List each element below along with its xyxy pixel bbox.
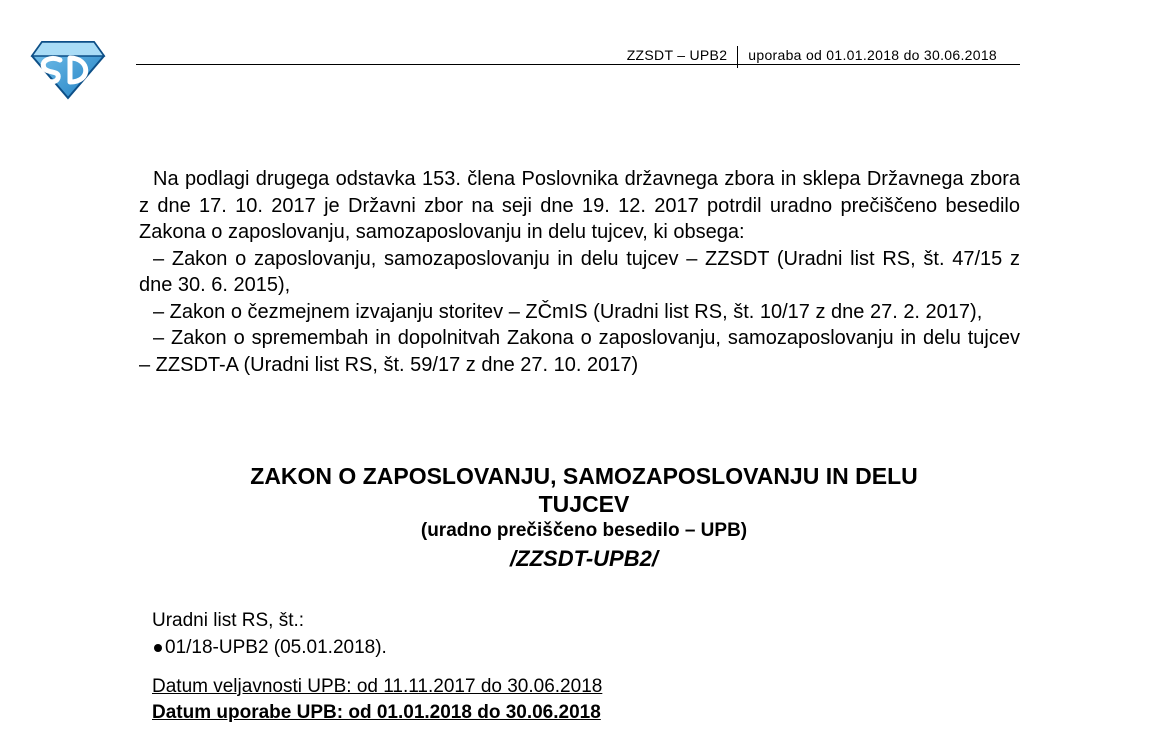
page-header xyxy=(627,44,997,66)
gazette-entry-row xyxy=(152,634,387,661)
header-code: ZZSDT – UPB2 xyxy=(626,47,728,63)
intro-item: – Zakon o zaposlovanju, samozaposlovanju in delu tujcev – ZZSDT (Uradni list RS, št. 47/15 z dne 30. 6. 2015), xyxy=(139,247,1020,296)
law-title-block xyxy=(139,462,1029,574)
law-title-line1: ZAKON O ZAPOSLOVANJU, SAMOZAPOSLOVANJU IN DELU xyxy=(250,463,918,489)
header-usage: uporaba od 01.01.2018 do 30.06.2018 xyxy=(748,47,997,63)
bullet-icon xyxy=(154,644,162,652)
gazette-entry: 01/18-UPB2 (05.01.2018). xyxy=(165,637,387,658)
law-subtitle: (uradno prečiščeno besedilo – UPB) xyxy=(420,520,748,541)
intro-paragraph: Na podlagi drugega odstavka 153. člena Poslovnika državnega zbora in sklepa Državnega zbora z dne 17. 10. 2017 je Državni zbor na seji dne 19. 12. 2017 potrdil uradno prečiščeno besedilo Zakona o zaposlovanju, samozaposlovanju in delu tujcev, ki obsega: xyxy=(139,168,1020,243)
usage-date: Datum uporabe UPB: od 01.01.2018 do 30.06.2018 xyxy=(152,702,601,723)
law-code: /ZZSDT-UPB2/ xyxy=(510,546,658,571)
validity-date: Datum veljavnosti UPB: od 11.11.2017 do 30.06.2018 xyxy=(152,676,603,697)
gazette-label: Uradni list RS, št.: xyxy=(152,610,305,631)
law-title-line2: TUJCEV xyxy=(538,491,630,517)
validity-section xyxy=(152,674,602,726)
sd-shield-logo-icon xyxy=(30,38,106,100)
header-rule xyxy=(136,64,1020,65)
intro-section xyxy=(139,166,1020,378)
gazette-section xyxy=(152,607,387,661)
intro-item: – Zakon o čezmejnem izvajanju storitev – ZČmIS (Uradni list RS, št. 10/17 z dne 27. 2. 2017), xyxy=(153,300,983,323)
intro-item: – Zakon o spremembah in dopolnitvah Zakona o zaposlovanju, samozaposlovanju in delu tujcev – ZZSDT-A (Uradni list RS, št. 59/17 z dne 27. 10. 2017) xyxy=(139,327,1020,376)
